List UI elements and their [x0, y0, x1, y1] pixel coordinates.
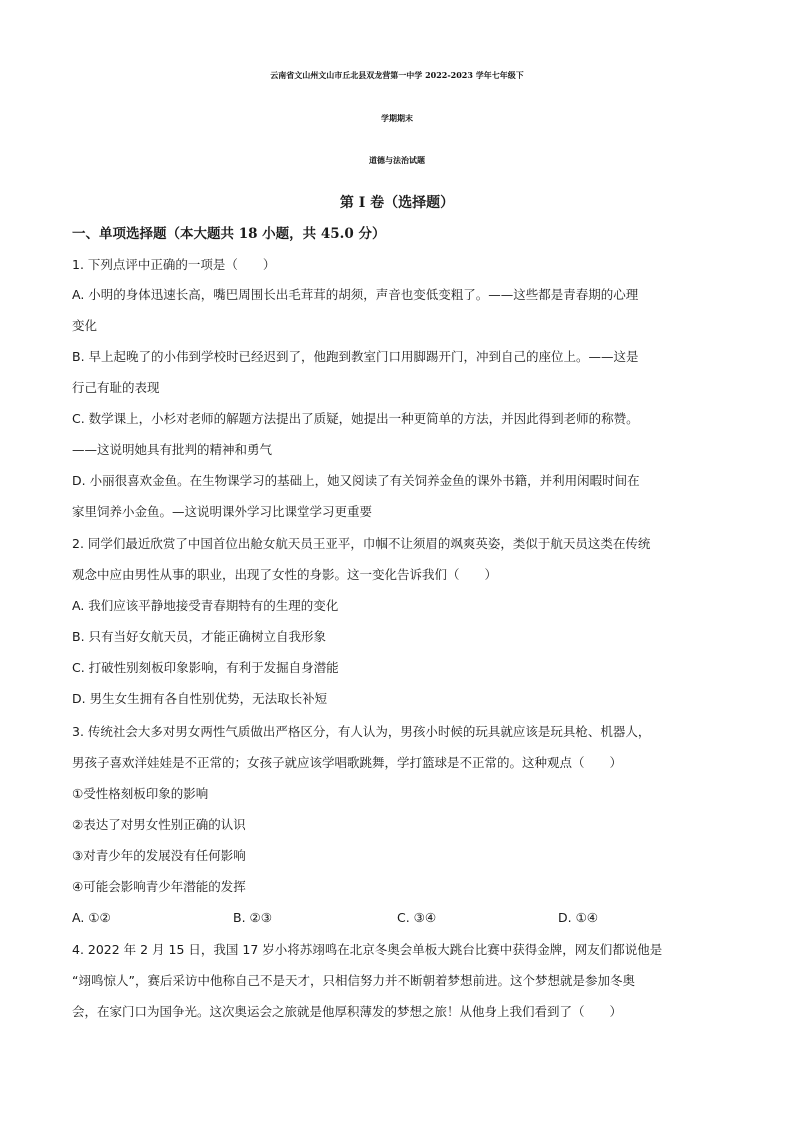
option-c: C. 数学课上，小杉对老师的解题方法提出了质疑，她提出一种更简单的方法，并因此得到老师的称赞。: [72, 411, 639, 426]
option-b-cont: 行己有耻的表现: [72, 380, 160, 395]
option-a: A. 我们应该平静地接受青春期特有的生理的变化: [72, 598, 339, 613]
option-c-cont: ——这说明她具有批判的精神和勇气: [72, 442, 273, 457]
option-d: D. ①④: [558, 910, 598, 925]
option-a-cont: 变化: [72, 318, 98, 333]
question-stem-cont: 会，在家门口为国争光。这次奥运会之旅就是他厚积薄发的梦想之旅！从他身上我们看到了（ ）: [72, 1004, 623, 1019]
statement-3: ③对青少年的发展没有任何影响: [72, 848, 246, 863]
option-a: A. ①②: [72, 910, 111, 925]
section-heading: 一、单项选择题（本大题共 18 小题，共 45.0 分）: [72, 226, 386, 242]
option-d: D. 小丽很喜欢金鱼。在生物课学习的基础上，她又阅读了有关饲养金鱼的课外书籍，并利用闲暇时间在: [72, 473, 640, 488]
question-stem: 3. 传统社会大多对男女两性气质做出严格区分，有人认为，男孩小时候的玩具就应该是玩具枪、机器人，: [72, 724, 651, 739]
statement-1: ①受性格刻板印象的影响: [72, 786, 209, 801]
question-stem: 4. 2022 年 2 月 15 日，我国 17 岁小将苏翊鸣在北京冬奥会单板大跳台比赛中获得金牌，网友们都说他是: [72, 942, 663, 957]
option-c: C. 打破性别刻板印象影响，有利于发掘自身潜能: [72, 660, 339, 675]
option-a: A. 小明的身体迅速长高，嘴巴周围长出毛茸茸的胡须，声音也变低变粗了。——这些都是青春期的心理: [72, 287, 639, 302]
statement-4: ④可能会影响青少年潜能的发挥: [72, 879, 246, 894]
subject-title: 道德与法治试题: [369, 155, 425, 165]
option-b: B. 早上起晚了的小伟到学校时已经迟到了，他跑到教室门口用脚踢开门，冲到自己的座位上。——这是: [72, 349, 639, 364]
exam-title-line2: 学期期末: [381, 113, 413, 123]
option-b: B. 只有当好女航天员，才能正确树立自我形象: [72, 629, 327, 644]
question-stem-cont: 男孩子喜欢洋娃娃是不正常的；女孩子就应该学唱歌跳舞，学打篮球是不正常的。这种观点（ ）: [72, 755, 623, 770]
option-d-cont: 家里饲养小金鱼。—这说明课外学习比课堂学习更重要: [72, 504, 373, 519]
question-stem: 2. 同学们最近欣赏了中国首位出舱女航天员王亚平，巾帼不让须眉的飒爽英姿，类似于航天员这类在传统: [72, 536, 651, 551]
volume-heading: 第 I 卷（选择题）: [339, 195, 455, 211]
question-stem-cont: 观念中应由男性从事的职业，出现了女性的身影。这一变化告诉我们（ ）: [72, 567, 498, 582]
option-d: D. 男生女生拥有各自性别优势，无法取长补短: [72, 691, 328, 706]
question-stem-cont: “翊鸣惊人”，赛后采访中他称自己不是天才，只相信努力并不断朝着梦想前进。这个梦想就是参加冬奥: [72, 973, 635, 988]
statement-2: ②表达了对男女性别正确的认识: [72, 817, 246, 832]
option-b: B. ②③: [233, 910, 272, 925]
exam-title-line1: 云南省文山州文山市丘北县双龙营第一中学 2022-2023 学年七年级下: [270, 70, 524, 80]
option-c: C. ③④: [397, 910, 437, 925]
question-stem: 1. 下列点评中正确的一项是（ ）: [72, 257, 276, 272]
